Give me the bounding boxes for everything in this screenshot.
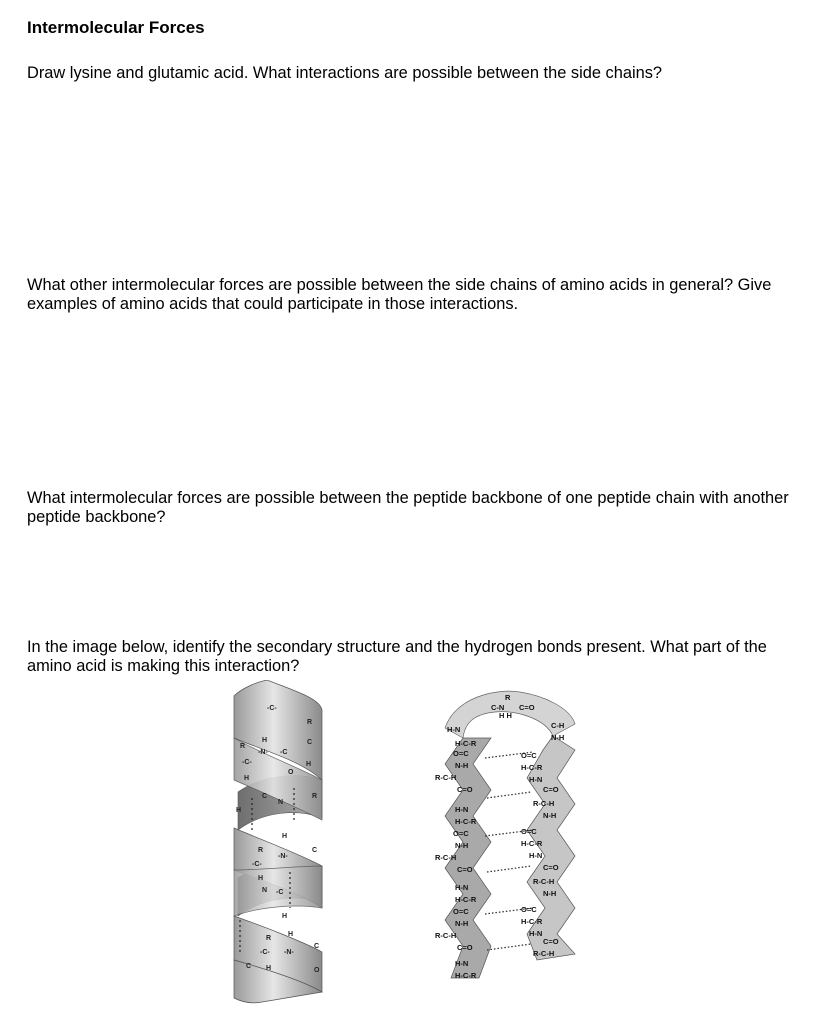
svg-text:C=O: C=O: [457, 785, 473, 794]
svg-text:-C-: -C-: [242, 759, 252, 766]
svg-text:H-C-R: H-C-R: [455, 817, 477, 826]
svg-text:R-C-H: R-C-H: [533, 949, 555, 958]
svg-text:-N-: -N-: [278, 853, 288, 860]
svg-text:C=O: C=O: [543, 785, 559, 794]
svg-text:H: H: [266, 965, 272, 972]
svg-text:C: C: [312, 847, 318, 854]
svg-text:H: H: [282, 913, 288, 920]
svg-text:H: H: [288, 931, 294, 938]
svg-text:H-C-R: H-C-R: [521, 917, 543, 926]
svg-text:R-C-H: R-C-H: [435, 773, 457, 782]
svg-text:C: C: [314, 943, 320, 950]
svg-text:N-H: N-H: [551, 733, 565, 742]
svg-text:O=C: O=C: [453, 829, 469, 838]
svg-text:C: C: [262, 793, 268, 800]
svg-text:H: H: [262, 737, 268, 744]
alpha-helix-diagram: [222, 680, 332, 1005]
svg-text:C=O: C=O: [457, 865, 473, 874]
svg-text:C=O: C=O: [457, 943, 473, 952]
svg-text:R: R: [266, 935, 272, 942]
question-1: Draw lysine and glutamic acid. What interactions are possible between the side chains?: [27, 64, 663, 82]
svg-text:O: O: [314, 967, 320, 974]
svg-text:N-H: N-H: [543, 889, 557, 898]
svg-text:R: R: [240, 743, 246, 750]
svg-text:-C-: -C-: [260, 949, 270, 956]
svg-text:-C: -C: [280, 749, 288, 756]
svg-text:C: C: [307, 739, 313, 746]
svg-text:O=C: O=C: [521, 827, 537, 836]
svg-text:R: R: [258, 847, 264, 854]
svg-text:-N-: -N-: [284, 949, 294, 956]
svg-text:H-N: H-N: [455, 883, 469, 892]
svg-text:R: R: [505, 693, 511, 702]
svg-text:-C-: -C-: [267, 705, 277, 712]
question-3: What intermolecular forces are possible between the peptide backbone of one peptide chain with another peptide backbone?: [27, 489, 789, 526]
svg-text:H-C-R: H-C-R: [521, 763, 543, 772]
svg-text:H-N: H-N: [529, 775, 543, 784]
svg-text:H-C-R: H-C-R: [455, 739, 477, 748]
svg-text:H-C-R: H-C-R: [455, 895, 477, 904]
svg-text:R-C-H: R-C-H: [435, 853, 457, 862]
svg-text:H: H: [282, 833, 288, 840]
svg-text:R: R: [312, 793, 318, 800]
page-title: Intermolecular Forces: [27, 18, 205, 37]
svg-text:H-N: H-N: [455, 959, 469, 968]
svg-text:H-N: H-N: [529, 929, 543, 938]
svg-text:H H: H H: [499, 711, 512, 720]
svg-text:R-C-H: R-C-H: [533, 799, 555, 808]
svg-text:O: O: [288, 769, 294, 776]
svg-text:O=C: O=C: [521, 905, 537, 914]
svg-text:C-H: C-H: [551, 721, 565, 730]
svg-text:C-N: C-N: [491, 703, 505, 712]
svg-text:H-C-R: H-C-R: [455, 971, 477, 980]
svg-text:H-N: H-N: [529, 851, 543, 860]
svg-text:N-H: N-H: [455, 761, 469, 770]
svg-text:C: C: [246, 963, 252, 970]
svg-text:C=O: C=O: [519, 703, 535, 712]
svg-text:H: H: [244, 775, 250, 782]
svg-text:R-C-H: R-C-H: [533, 877, 555, 886]
svg-text:-C-: -C-: [252, 861, 262, 868]
svg-text:H-N: H-N: [447, 725, 461, 734]
svg-text:H: H: [306, 761, 312, 768]
svg-text:-N-: -N-: [258, 749, 268, 756]
svg-text:R-C-H: R-C-H: [435, 931, 457, 940]
svg-text:N: N: [262, 887, 268, 894]
svg-text:H: H: [236, 807, 242, 814]
svg-text:H-N: H-N: [455, 805, 469, 814]
svg-text:O=C: O=C: [521, 751, 537, 760]
svg-text:H: H: [258, 875, 264, 882]
svg-text:C=O: C=O: [543, 937, 559, 946]
svg-text:O=C: O=C: [453, 907, 469, 916]
svg-text:R: R: [307, 719, 313, 726]
question-4: In the image below, identify the secondary structure and the hydrogen bonds present. What part of the amino acid is making this interaction?: [27, 638, 767, 675]
svg-text:O=C: O=C: [453, 749, 469, 758]
svg-text:H-C-R: H-C-R: [521, 839, 543, 848]
svg-text:N: N: [278, 799, 284, 806]
svg-text:N-H: N-H: [455, 841, 469, 850]
svg-text:N-H: N-H: [455, 919, 469, 928]
svg-text:N-H: N-H: [543, 811, 557, 820]
question-2: What other intermolecular forces are possible between the side chains of amino acids in general? Give examples of amino acids that could participate in those interactions.: [27, 276, 772, 313]
beta-pleated-sheet-diagram: [425, 688, 585, 988]
svg-text:C=O: C=O: [543, 863, 559, 872]
svg-text:-C: -C: [276, 889, 284, 896]
